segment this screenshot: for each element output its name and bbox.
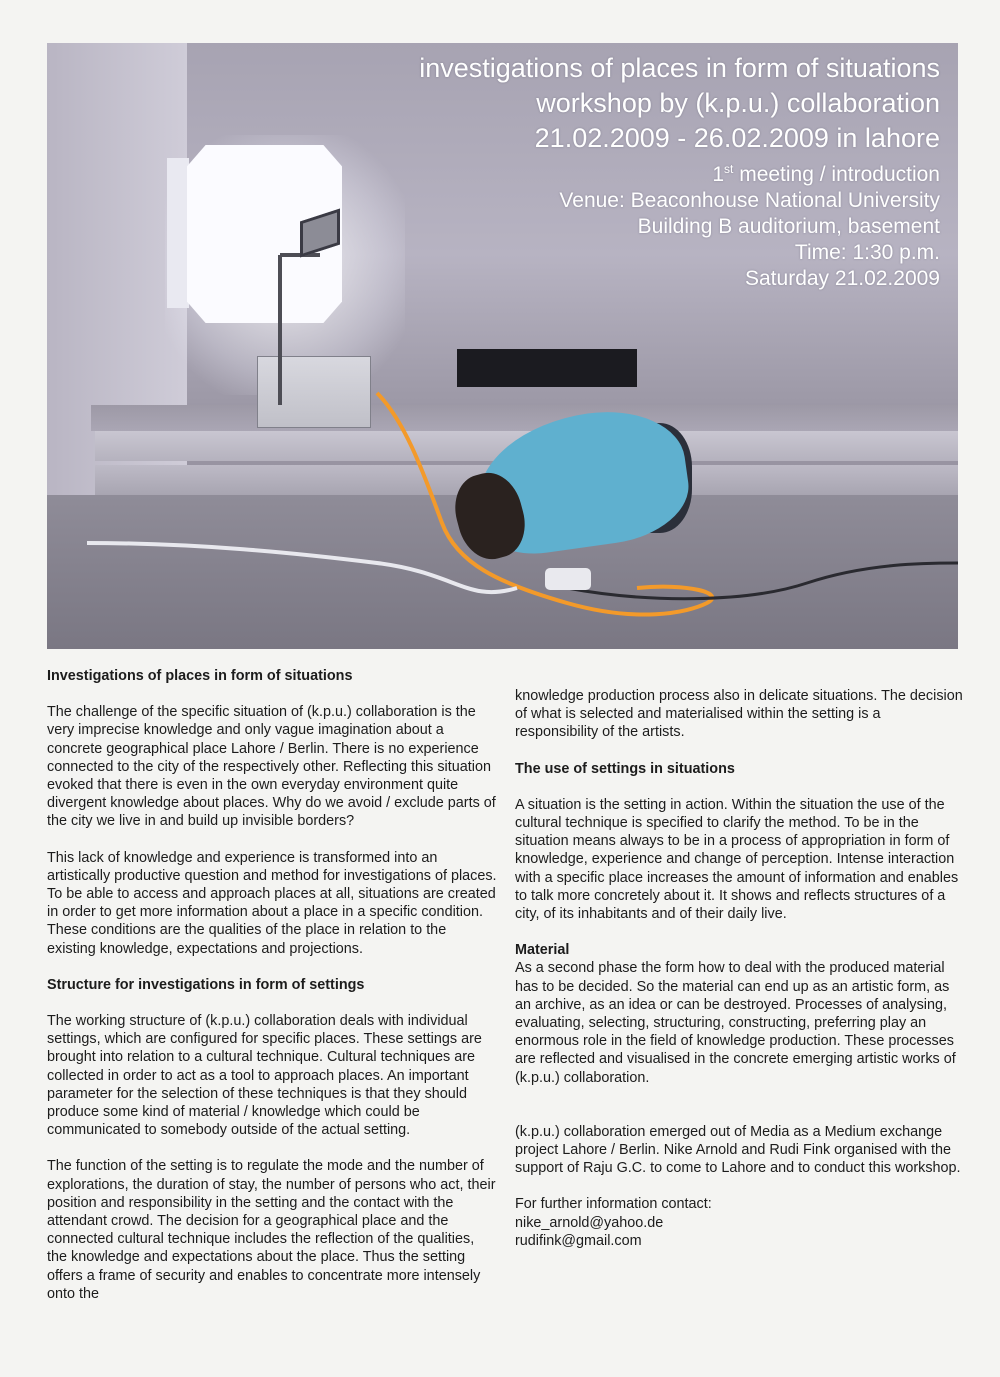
meeting-ordinal-suffix: st — [724, 162, 734, 176]
venue-line: Venue: Beaconhouse National University — [559, 189, 940, 212]
title-line-1: investigations of places in form of situations — [419, 53, 940, 83]
section-heading: Investigations of places in form of situations — [47, 668, 353, 684]
power-strip — [545, 568, 591, 590]
meeting-text: meeting / introduction — [733, 163, 940, 186]
meeting-line — [419, 156, 940, 188]
paragraph: As a second phase the form how to deal with the produced material has to be decided. So the material can end up as an artistic form, as an archive, as an idea or can be destroyed. Processes of analysing, evaluating, selecting, structuring, constructing, preferring play an enormous role in the field of knowledge production. These processes are reflected and visualised in the concrete emerging artistic works of (k.p.u.) collaboration. — [515, 960, 956, 1086]
paragraph: (k.p.u.) collaboration emerged out of Media as a Medium exchange project Lahore / Berlin. Nike Arnold and Rudi Fink organised with the support of Raju G.C. to come to Lahore and to conduct this workshop. — [515, 1123, 961, 1177]
paragraph: The challenge of the specific situation of (k.p.u.) collaboration is the very imprecise knowledge and only vague imagination about a concrete geographical place Lahore / Berlin. There is no experience connected to the city of the respectively other. Reflecting this situation evoked that there is even in the own everyday environment quite divergent knowledge about places. Why do we avoid / exclude parts of the city we live in and build up invisible borders? — [47, 704, 496, 830]
paragraph: A situation is the setting in action. Within the situation the use of the cultural technique is specified to clarify the method. To be in the situation means always to be in a process of appropriation in form of knowledge, experience and change of perception. Intense interaction with a specific place increases the amount of information and enables to talk more concretely about it. It shows and reflects structures of a city, of its inhabitants and of their daily live. — [515, 796, 959, 923]
section-heading: The use of settings in situations — [515, 760, 735, 777]
building-line: Building B auditorium, basement — [637, 215, 940, 238]
header-photo — [47, 43, 958, 649]
right-column — [515, 687, 965, 1250]
paragraph: This lack of knowledge and experience is transformed into an artistically productive question and method for investigations of places. To be able to access and approach places at all, situations are created in order to get more information about a place in a specific condition. These conditions are the qualities of the place in relation to the existing knowledge, expectations and projections. — [47, 849, 497, 957]
title-line-2: workshop by (k.p.u.) collaboration — [536, 88, 940, 118]
time-line: Time: 1:30 p.m. — [794, 241, 940, 264]
title-line-3: 21.02.2009 - 26.02.2009 in lahore — [534, 123, 940, 153]
email-link[interactable]: rudifink@gmail.com — [515, 1232, 642, 1249]
contact-label: For further information contact: — [515, 1196, 712, 1213]
email-link[interactable]: nike_arnold@yahoo.de — [515, 1214, 664, 1231]
paragraph: The working structure of (k.p.u.) collaboration deals with individual settings, which are configured for specific places. These settings are brought into relation to a cultural technique. Cultural techniques are collected in order to act as a tool to approach places. An important parameter for the selection of these techniques is that they should produce some kind of material / knowledge which could be communicated to somebody outside of the actual setting. — [47, 1013, 482, 1139]
meeting-ordinal: 1 — [712, 163, 725, 186]
paragraph: The function of the setting is to regulate the mode and the number of explorations, the duration of stay, the number of persons who act, their position and responsibility in the setting and the contact with the attendant crowd. The decision for a geographical place and the connected cultural technique includes the reflection of the qualities, the knowledge and expectations about the place. Thus the setting offers a frame of security and enables to concentrate more intensely onto the — [47, 1158, 496, 1302]
poster-title-block — [419, 51, 940, 292]
paragraph: knowledge production process also in delicate situations. The decision of what is selected and materialised within the setting is a responsibility of the artists. — [515, 688, 963, 741]
left-column — [47, 667, 497, 1303]
section-heading: Structure for investigations in form of settings — [47, 976, 365, 993]
section-heading: Material — [515, 942, 570, 959]
date-line: Saturday 21.02.2009 — [745, 267, 940, 290]
